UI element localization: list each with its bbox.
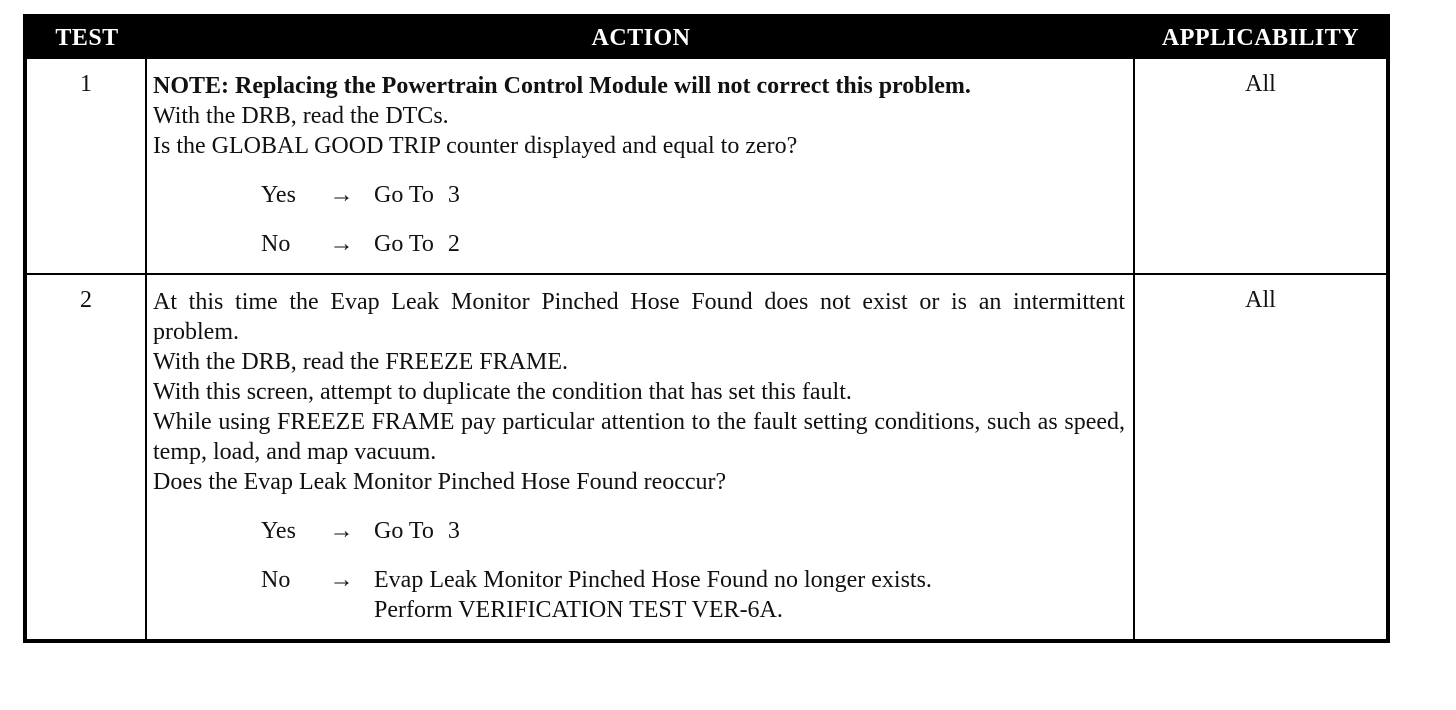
action-cell xyxy=(147,59,1135,273)
answer-yes xyxy=(261,180,1125,210)
action-line: With the DRB, read the DTCs. xyxy=(153,103,449,129)
answer-label: Yes xyxy=(261,518,296,544)
test-number: 2 xyxy=(27,275,147,639)
goto-text: Go To 3 xyxy=(374,182,460,208)
table-row xyxy=(27,59,1386,273)
answer-label: No xyxy=(261,231,291,257)
diagnostic-table xyxy=(23,14,1390,643)
action-paragraph: While using FREEZE FRAME pay particular attention to the fault setting conditions, such as speed, temp, load, and map vacuum. xyxy=(153,409,1125,465)
goto-target: 3 xyxy=(447,182,460,208)
action-line: With the DRB, read the FREEZE FRAME. xyxy=(153,349,568,375)
header-action: ACTION xyxy=(591,25,691,51)
test-number: 1 xyxy=(27,59,147,273)
header-applicability: APPLICABILITY xyxy=(1161,25,1360,51)
right-arrow-icon: → xyxy=(329,567,354,593)
right-arrow-icon: → xyxy=(329,231,354,257)
goto-text: Go To 3 xyxy=(374,518,460,544)
answer-no xyxy=(261,229,1125,259)
note-text: NOTE: Replacing the Powertrain Control Module will not correct this problem. xyxy=(153,73,971,99)
action-question: Does the Evap Leak Monitor Pinched Hose Found reoccur? xyxy=(153,469,727,495)
table-header xyxy=(27,18,1386,59)
right-arrow-icon: → xyxy=(329,518,354,544)
outcome-line: Evap Leak Monitor Pinched Hose Found no longer exists. xyxy=(374,567,932,593)
goto-target: 3 xyxy=(447,518,460,544)
answer-no xyxy=(261,565,1125,625)
applicability-cell: All xyxy=(1245,71,1276,97)
action-paragraph: At this time the Evap Leak Monitor Pinched Hose Found does not exist or is an intermittent problem. xyxy=(153,289,1125,345)
answer-label: No xyxy=(261,567,291,593)
header-test: TEST xyxy=(55,25,119,51)
applicability-cell: All xyxy=(1245,287,1276,313)
action-question: Is the GLOBAL GOOD TRIP counter displayed and equal to zero? xyxy=(153,133,798,159)
goto-target: 2 xyxy=(447,231,460,257)
goto-text: Go To 2 xyxy=(374,231,460,257)
right-arrow-icon: → xyxy=(329,182,354,208)
outcome-text xyxy=(374,565,932,625)
table-row xyxy=(27,273,1386,639)
answer-list xyxy=(153,180,1125,259)
answer-yes xyxy=(261,516,1125,546)
outcome-line: Perform VERIFICATION TEST VER-6A. xyxy=(374,597,783,623)
action-cell xyxy=(147,275,1135,639)
answer-label: Yes xyxy=(261,182,296,208)
action-line: With this screen, attempt to duplicate the condition that has set this fault. xyxy=(153,379,852,405)
answer-list xyxy=(153,516,1125,625)
